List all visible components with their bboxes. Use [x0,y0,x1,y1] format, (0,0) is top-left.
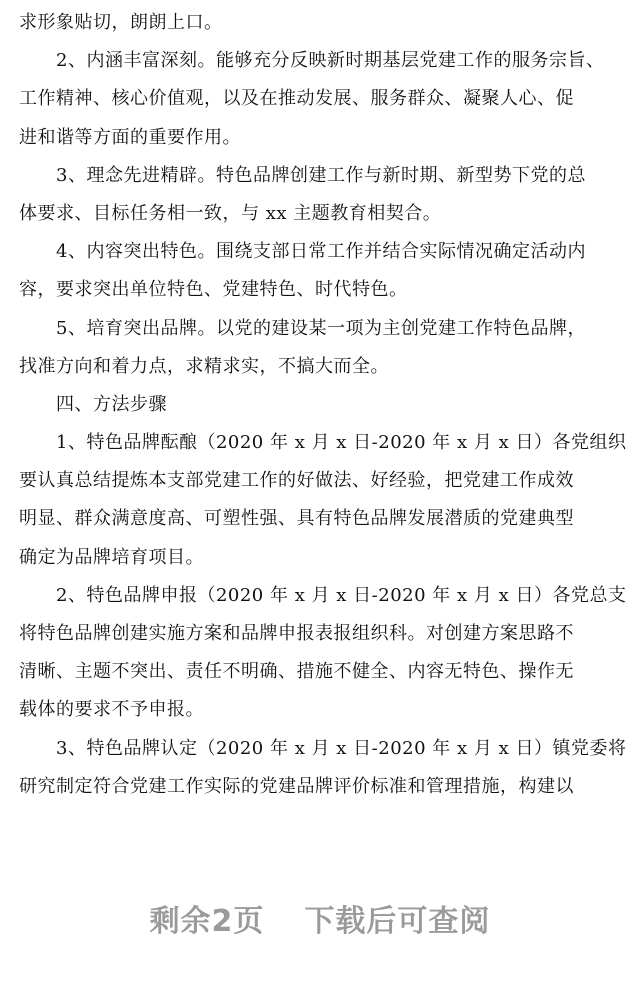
document-line [19,271,622,309]
document-line [19,4,622,42]
document-line-text: 清晰、主题不突出、责任不明确、措施不健全、内容无特色、操作无 [19,661,574,683]
document-line-text: 1、特色品牌酝酿（2020 年 x 月 x 日-2020 年 x 月 x 日）各党组织 [56,432,627,454]
document-line-text: 进和谐等方面的重要作用。 [19,126,241,148]
document-line [19,386,622,424]
document-line [19,462,622,500]
document-line [19,577,627,615]
document-line-text: 工作精神、核心价值观，以及在推动发展、服务群众、凝聚人心、促 [19,88,574,110]
document-line [19,500,622,538]
document-line-text: 体要求、目标任务相一致，与 xx 主题教育相契合。 [19,202,442,224]
document-line [19,691,622,729]
document-line [19,310,622,348]
document-line [19,233,622,271]
document-line-text: 载体的要求不予申报。 [19,699,204,721]
document-line [19,730,627,768]
document-line-text: 找准方向和着力点，求精求实，不搞大而全。 [19,355,389,377]
document-line [19,768,622,806]
document-line-text: 确定为品牌培育项目。 [19,546,204,568]
document-line [19,157,622,195]
document-line [19,119,622,157]
document-line-text: 将特色品牌创建实施方案和品牌申报表报组织科。对创建方案思路不 [19,623,574,644]
remaining-pages-label: 剩余2页 [149,904,265,939]
document-line-text: 四、方法步骤 [56,393,167,415]
document-line [19,424,627,462]
document-line-text: 2、特色品牌申报（2020 年 x 月 x 日-2020 年 x 月 x 日）各党总支 [56,584,627,606]
document-line-text: 求形象贴切，朗朗上口。 [19,12,223,33]
document-line-text: 4、内容突出特色。围绕支部日常工作并结合实际情况确定活动内 [56,241,586,263]
document-line [19,348,622,386]
document-line-text: 明显、群众满意度高、可塑性强、具有特色品牌发展潜质的党建典型 [19,508,574,530]
document-line-text: 容，要求突出单位特色、党建特色、时代特色。 [19,279,408,301]
document-line-text: 要认真总结提炼本支部党建工作的好做法、好经验，把党建工作成效 [19,470,574,492]
document-line [19,80,622,118]
document-line [19,42,622,80]
document-line [19,615,622,653]
document-line-text: 2、内涵丰富深刻。能够充分反映新时期基层党建工作的服务宗旨、 [56,50,605,72]
document-line-text: 3、特色品牌认定（2020 年 x 月 x 日-2020 年 x 月 x 日）镇党委将 [56,737,627,759]
preview-footer[interactable] [0,896,640,940]
document-line [19,195,622,233]
document-line-text: 研究制定符合党建工作实际的党建品牌评价标准和管理措施，构建以 [19,775,574,797]
download-to-view-label: 下载后可查阅 [304,904,491,939]
document-line-text: 5、培育突出品牌。以党的建设某一项为主创党建工作特色品牌， [56,317,586,339]
document-line-text: 3、理念先进精辟。特色品牌创建工作与新时期、新型势下党的总 [56,164,586,186]
document-line [19,539,622,577]
document-line [19,653,622,691]
